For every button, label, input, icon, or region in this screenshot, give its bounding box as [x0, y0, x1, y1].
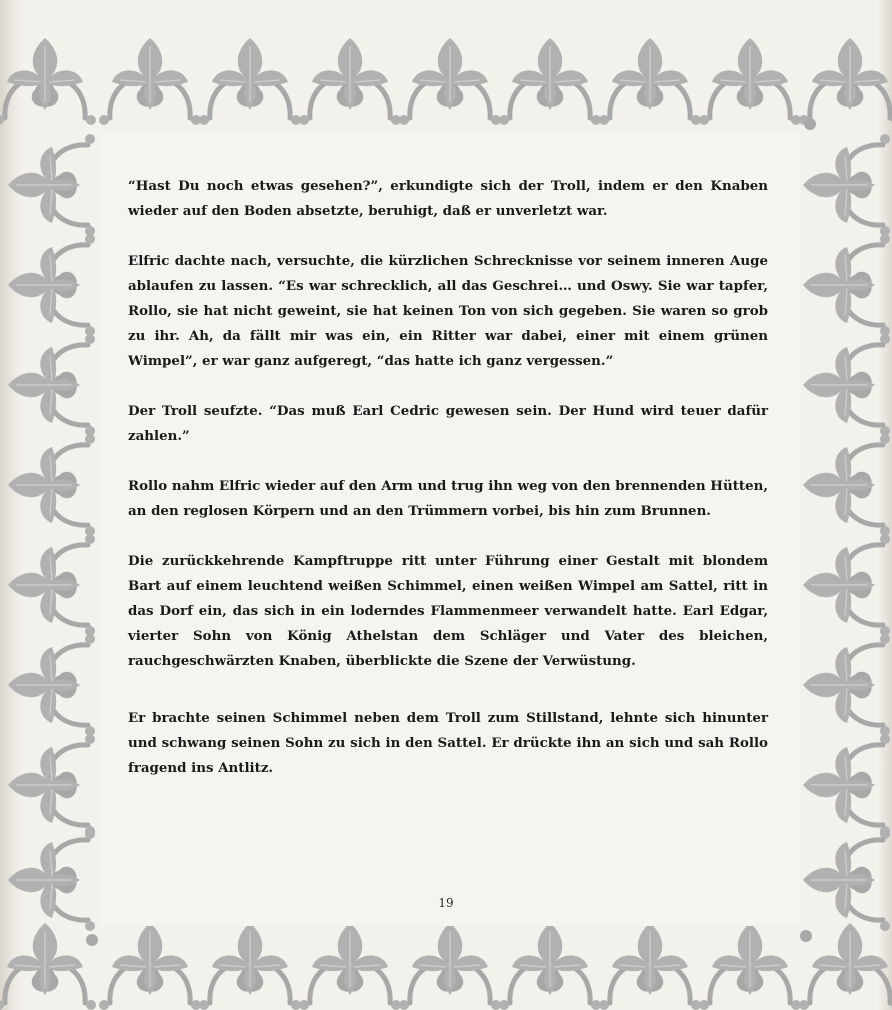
border-top [0, 38, 892, 125]
page-number: 19 [438, 896, 454, 910]
paragraph: Elfric dachte nach, versuchte, die kürzlichen Schrecknisse vor seinem inneren Auge ablaufen zu lassen. “Es war schrecklich, all das Geschrei… und Oswy. Sie war tapfer, Rollo, sie hat nicht geweint, sie hat keinen Ton von sich gegeben. Sie waren so grob zu ihr. Ah, da fällt mir was ein, ein Ritter war dabei, einer mit einem grünen Wimpel”, er war ganz aufgeregt, “das hatte ich ganz vergessen.” [128, 253, 768, 369]
paragraph: Der Troll seufzte. “Das muß Earl Cedric gewesen sein. Der Hund wird teuer dafür zahlen.” [128, 403, 768, 444]
paragraph: Er brachte seinen Schimmel neben dem Troll zum Stillstand, lehnte sich hinunter und schwang seinen Sohn zu sich in den Sattel. Er drückte ihn an sich und sah Rollo fragend ins Antlitz. [128, 710, 768, 776]
corner-dot [86, 934, 98, 946]
story-text [128, 174, 768, 781]
paragraph: Die zurückkehrende Kampftruppe ritt unter Führung einer Gestalt mit blondem Bart auf einem leuchtend weißen Schimmel, einen weißen Wimpel am Sattel, ritt in das Dorf ein, das sich in ein loderndes Flammenmeer verwandelt hatte. Earl Edgar, vierter Sohn von König Athelstan dem Schläger und Vater des bleichen, rauchgeschwärzten Knaben, überblickte die Szene der Verwüstung. [128, 553, 768, 669]
corner-dot [800, 930, 812, 942]
border-left [8, 134, 95, 931]
corner-dot [804, 118, 816, 130]
border-right [803, 134, 890, 931]
border-bottom [0, 923, 892, 1010]
paragraph: Rollo nahm Elfric wieder auf den Arm und trug ihn weg von den brennenden Hütten, an den reglosen Körpern und an den Trümmern vorbei, bis hin zum Brunnen. [128, 478, 768, 519]
paragraph: “Hast Du noch etwas gesehen?”, erkundigte sich der Troll, indem er den Knaben wieder auf den Boden absetzte, beruhigt, daß er unverletzt war. [128, 178, 768, 219]
